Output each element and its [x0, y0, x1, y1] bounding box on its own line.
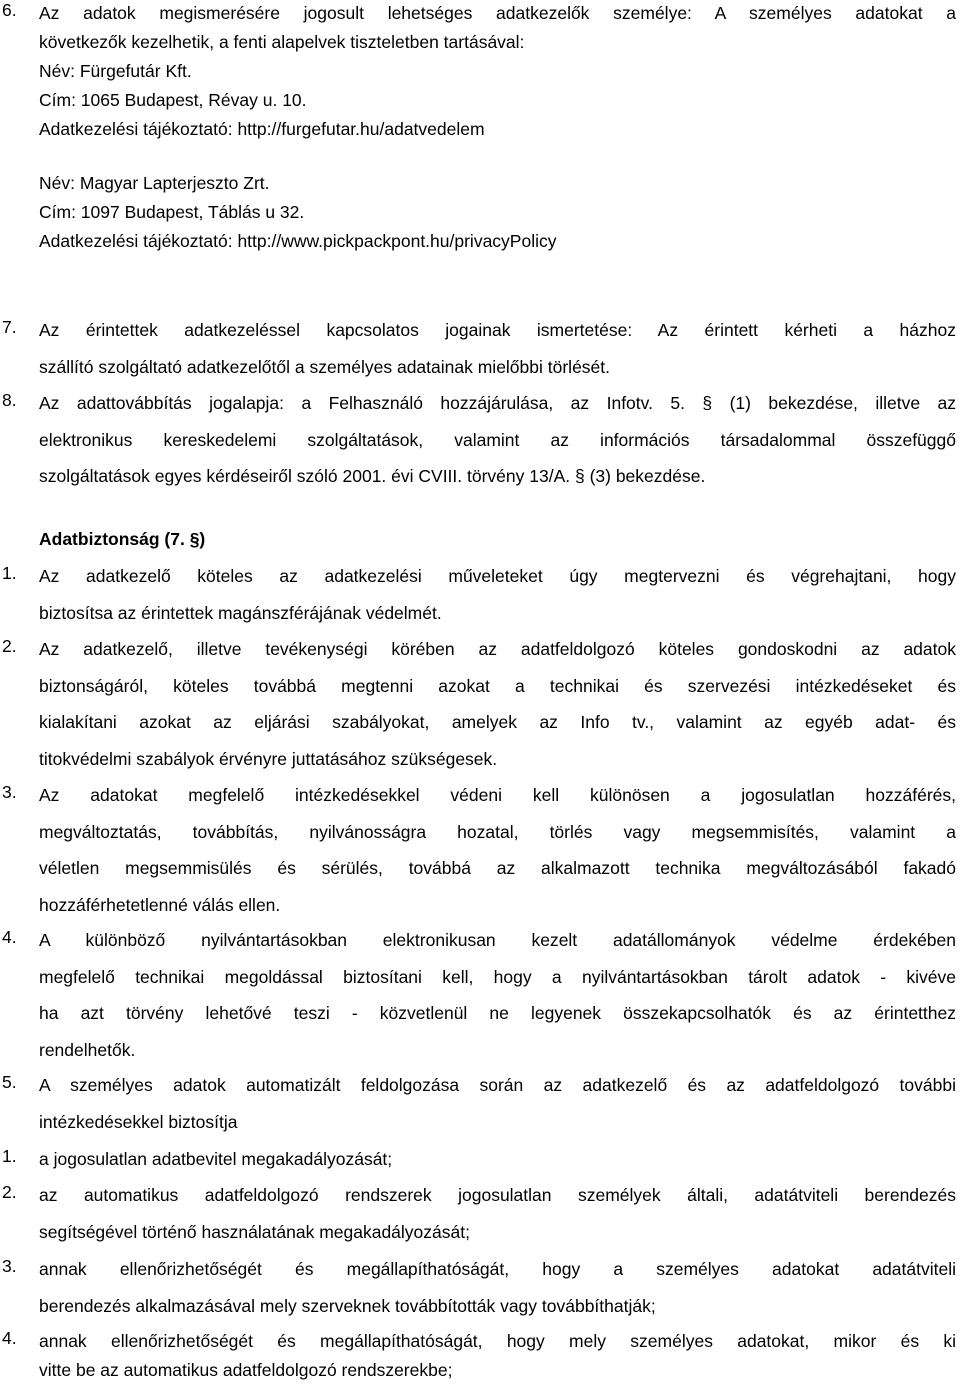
item-number: 2. — [2, 1182, 17, 1202]
paragraph-line: Az adatkezelő, illetve tevékenységi körében az adatfeldolgozó köteles gondoskodni az adatok — [39, 639, 956, 659]
paragraph-line: megváltoztatás, továbbítás, nyilvánosságra hozatal, törlés vagy megsemmisítés, valamint a — [39, 821, 956, 842]
paragraph-line: titokvédelmi szabályok érvényre juttatásához szükségesek. — [39, 748, 498, 769]
item-number: 1. — [2, 563, 17, 583]
paragraph-line: szolgáltatások egyes kérdéseiről szóló 2001. évi CVIII. törvény 13/A. § (3) bekezdése. — [39, 466, 706, 486]
item-number: 8. — [2, 390, 17, 410]
privacy-link[interactable]: Adatkezelési tájékoztató: http://furgefutar.hu/adatvedelem — [39, 119, 485, 139]
paragraph-line: Az adatokat megfelelő intézkedésekkel védeni kell különösen a jogosulatlan hozzáférés, — [39, 785, 956, 805]
item-body — [39, 0, 956, 58]
paragraph-line: elektronikus kereskedelemi szolgáltatások, valamint az információs társadalommal összefüggő — [39, 429, 956, 450]
paragraph-line: az automatikus adatfeldolgozó rendszerek jogosulatlan személyek általi, adatátviteli berendezés — [39, 1185, 956, 1205]
paragraph-line: véletlen megsemmisülés és sérülés, továbbá az alkalmazott technika megváltozásából fakadó — [39, 858, 956, 878]
item-number: 6. — [2, 0, 17, 20]
address-name: Név: Magyar Lapterjeszto Zrt. — [39, 173, 270, 193]
item-number: 4. — [2, 1328, 17, 1348]
paragraph-line: hozzáférhetetlenné válás ellen. — [39, 894, 281, 915]
item-number: 7. — [2, 317, 17, 337]
paragraph-line: Az adattovábbítás jogalapja: a Felhasználó hozzájárulása, az Infotv. 5. § (1) bekezdése, illetve az — [39, 393, 956, 413]
paragraph-line: Az adatkezelő köteles az adatkezelési műveleteket úgy megtervezni és végrehajtani, hogy — [39, 566, 956, 586]
paragraph-line: A személyes adatok automatizált feldolgozása során az adatkezelő és az adatfeldolgozó további — [39, 1075, 956, 1095]
paragraph-line: kialakítani azokat az eljárási szabályokat, amelyek az Info tv., valamint az egyéb adat- és — [39, 712, 956, 732]
paragraph-line: biztosítsa az érintettek magánszférájának védelmét. — [39, 602, 442, 623]
address-name: Név: Fürgefutár Kft. — [39, 61, 192, 81]
item-number: 2. — [2, 636, 17, 656]
address-city: Cím: 1065 Budapest, Révay u. 10. — [39, 90, 307, 110]
paragraph-line: rendelhetők. — [39, 1039, 136, 1060]
paragraph-line: Az érintettek adatkezeléssel kapcsolatos jogainak ismertetése: Az érintett kérheti a házhoz — [39, 320, 956, 340]
paragraph-line: a jogosulatlan adatbevitel megakadályozását; — [39, 1149, 393, 1169]
paragraph-line: segítségével történő használatának megakadályozását; — [39, 1221, 470, 1242]
section-heading: Adatbiztonság (7. §) — [39, 529, 206, 549]
paragraph-line: szállító szolgáltató adatkezelőtől a személyes adatainak mielőbbi törlését. — [39, 356, 611, 377]
paragraph-line: Az adatok megismerésére jogosult lehetséges adatkezelők személye: A személyes adatokat a — [39, 3, 956, 23]
paragraph-line: annak ellenőrizhetőségét és megállapíthatóságát, hogy a személyes adatokat adatátviteli — [39, 1259, 956, 1279]
paragraph-line: ha azt törvény lehetővé teszi - közvetlenül ne legyenek összekapcsolhatók és az érintetthez — [39, 1003, 956, 1023]
privacy-link[interactable]: Adatkezelési tájékoztató: http://www.pickpackpont.hu/privacyPolicy — [39, 231, 557, 251]
paragraph-line: A különböző nyilvántartásokban elektronikusan kezelt adatállományok védelme érdekében — [39, 930, 956, 950]
address-city: Cím: 1097 Budapest, Táblás u 32. — [39, 202, 305, 222]
paragraph-line: annak ellenőrizhetőségét és megállapíthatóságát, hogy mely személyes adatokat, mikor és ki — [39, 1331, 956, 1351]
item-number: 5. — [2, 1072, 17, 1092]
item-number: 3. — [2, 1256, 17, 1276]
item-number: 3. — [2, 782, 17, 802]
item-number: 4. — [2, 927, 17, 947]
paragraph-line: biztonságáról, köteles továbbá megtenni azokat a technikai és szervezési intézkedéseket és — [39, 675, 956, 696]
paragraph-line: megfelelő technikai megoldással biztosítani kell, hogy a nyilvántartásokban tárolt adatok - kivéve — [39, 966, 956, 987]
paragraph-line: vitte be az automatikus adatfeldolgozó rendszerekbe; — [39, 1360, 453, 1380]
paragraph-line: következők kezelhetik, a fenti alapelvek tiszteletben tartásával: — [39, 32, 525, 52]
item-number: 1. — [2, 1146, 17, 1166]
paragraph-line: intézkedésekkel biztosítja — [39, 1111, 238, 1132]
paragraph-line: berendezés alkalmazásával mely szerveknek továbbították vagy továbbíthatják; — [39, 1295, 656, 1316]
